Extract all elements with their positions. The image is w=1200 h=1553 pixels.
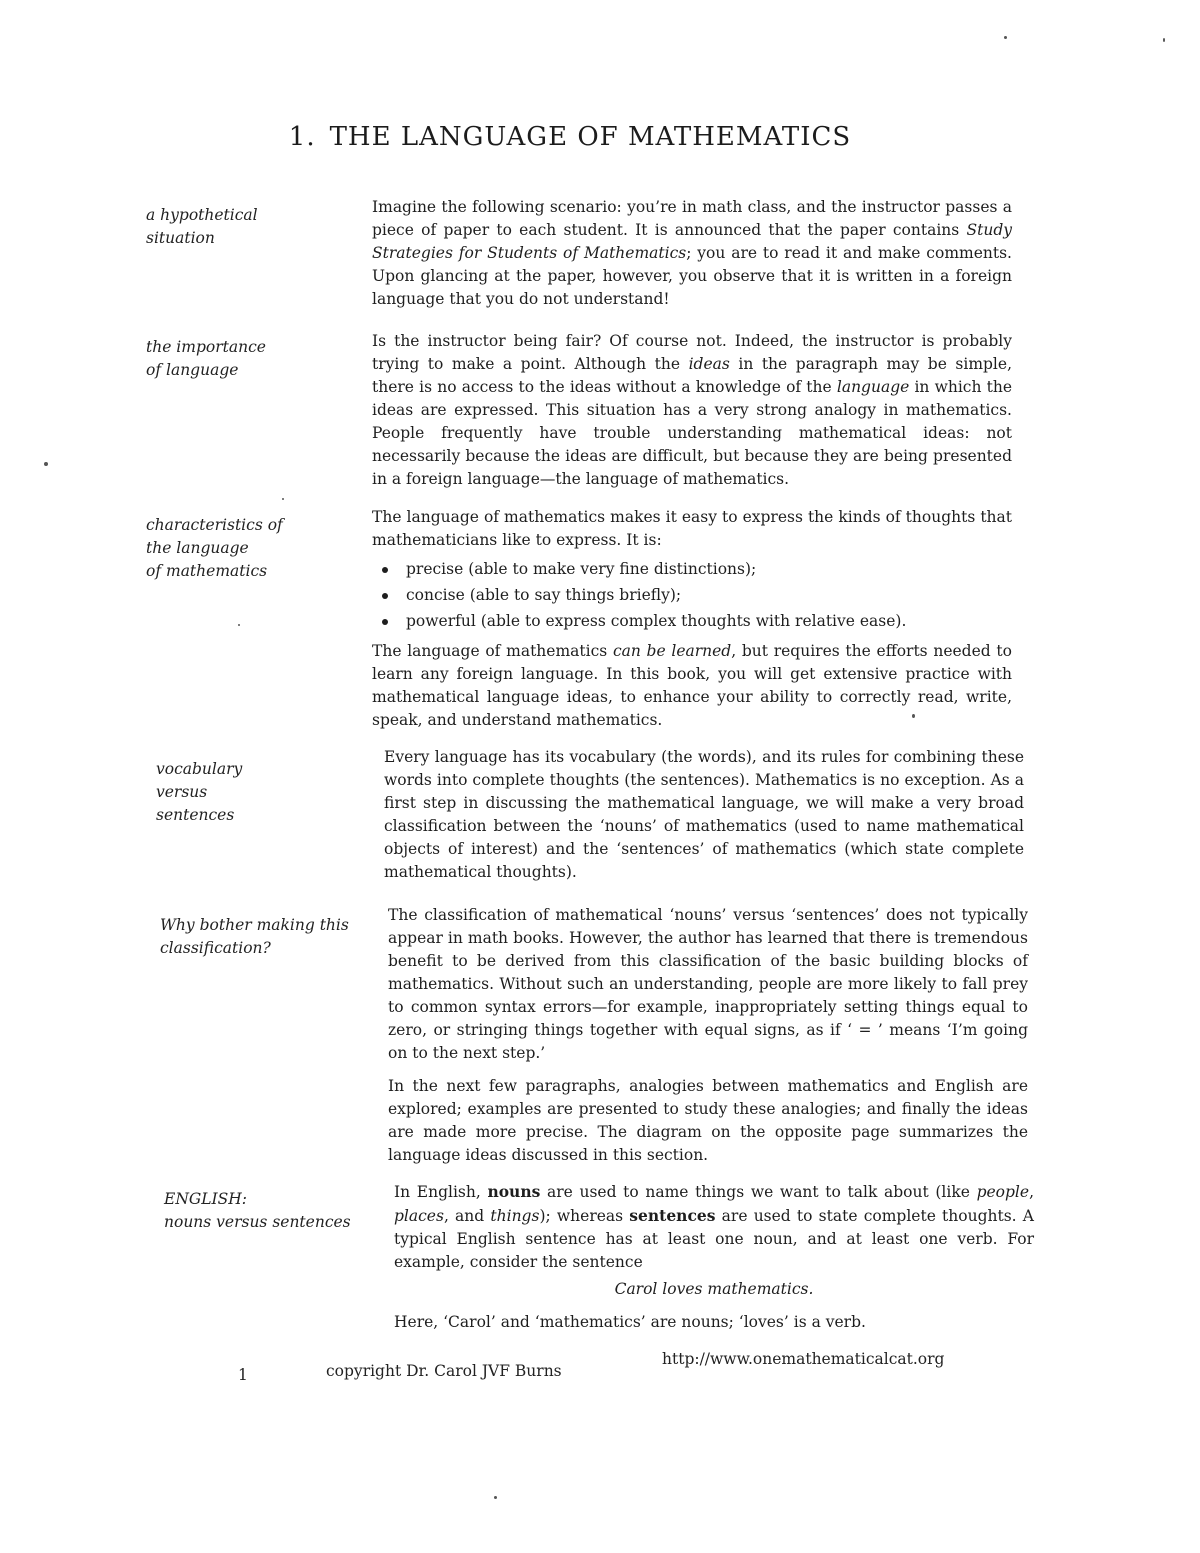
scan-speck [238, 624, 240, 626]
example-sentence: Carol loves mathematics. [614, 1280, 814, 1298]
scan-speck [494, 1496, 497, 1499]
page-title [0, 122, 1140, 152]
section-title: THE LANGUAGE OF MATHEMATICS [329, 122, 852, 152]
scan-speck [282, 498, 284, 500]
paragraph: The classification of mathematical ‘nouns’ versus ‘sentences’ does not typically appear in math books. However, the author has learned that there is tremendous benefit to be derived from this classification of the basic building blocks of mathematics. Without such an understanding, people are more likely to fall prey to common syntax errors—for example, inappropriately setting things equal to zero, or stringing things together with equal signs, as if ‘ = ’ means ‘I’m going on to the next step.’ [388, 906, 1028, 1062]
scan-speck [44, 462, 48, 466]
list-item: precise (able to make very fine distinctions); [372, 556, 1012, 582]
paragraph: Here, ‘Carol’ and ‘mathematics’ are nouns; ‘loves’ is a verb. [394, 1313, 866, 1331]
body-text [372, 506, 1012, 742]
body-text [388, 904, 1028, 1177]
paragraph: Every language has its vocabulary (the words), and its rules for combining these words into complete thoughts (the sentences). Mathematics is no exception. As a first step in discussing the mathematical language, we will make a very broad classification between the ‘nouns’ of mathematics (used to name mathematical objects of interest) and the ‘sentences’ of mathematics (which state complete mathematical thoughts). [384, 748, 1024, 881]
paragraph: In English, nouns are used to name things we want to talk about (like people, places, and things); whereas sentences are used to state complete thoughts. A typical English sentence has at least one noun, and at least one verb. For example, consider the sentence [394, 1182, 1034, 1271]
body-text [394, 1180, 1034, 1344]
copyright-notice: copyright Dr. Carol JVF Burns [326, 1362, 562, 1380]
body-text [372, 196, 1012, 321]
paragraph: The language of mathematics makes it easy to express the kinds of thoughts that mathematicians like to express. It is: [372, 508, 1012, 549]
paragraph: The language of mathematics can be learned, but requires the efforts needed to learn any foreign language. In this book, you will get extensive practice with mathematical language ideas, to enhance your ability to correctly read, write, speak, and understand mathematics. [372, 642, 1012, 729]
bullet-list [372, 556, 1012, 634]
margin-note: vocabulary versus sentences [156, 760, 243, 824]
margin-note: Why bother making this classification? [160, 916, 349, 957]
scan-speck [912, 714, 915, 718]
website-url: http://www.onemathematicalcat.org [662, 1350, 945, 1368]
margin-note: the importance of language [146, 338, 266, 379]
margin-note: characteristics of the language of mathematics [146, 516, 283, 580]
paragraph: In the next few paragraphs, analogies between mathematics and English are explored; examples are presented to study these analogies; and finally the ideas are made more precise. The diagram on the opposite page summarizes the language ideas discussed in this section. [388, 1077, 1028, 1164]
body-text [372, 330, 1012, 501]
list-item: concise (able to say things briefly); [372, 582, 1012, 608]
margin-note: ENGLISH: nouns versus sentences [164, 1190, 351, 1231]
margin-note: a hypothetical situation [146, 206, 258, 247]
body-text [384, 746, 1024, 894]
page-number: 1 [238, 1366, 248, 1384]
scan-speck [1004, 36, 1007, 39]
paragraph: Imagine the following scenario: you’re in math class, and the instructor passes a piece of paper to each student. It is announced that the paper contains Study Strategies for Students of Mathematics; you are to read it and make comments. Upon glancing at the paper, however, you observe that it is written in a foreign language that you do not understand! [372, 198, 1012, 308]
scan-speck [1163, 38, 1165, 42]
paragraph: Is the instructor being fair? Of course not. Indeed, the instructor is probably trying to make a point. Although the ideas in the paragraph may be simple, there is no access to the ideas without a knowledge of the language in which the ideas are expressed. This situation has a very strong analogy in mathematics. People frequently have trouble understanding mathematical ideas: not necessarily because the ideas are difficult, but because they are being presented in a foreign language—the language of mathematics. [372, 332, 1012, 488]
list-item: powerful (able to express complex thoughts with relative ease). [372, 608, 1012, 634]
section-number: 1. [288, 122, 316, 152]
